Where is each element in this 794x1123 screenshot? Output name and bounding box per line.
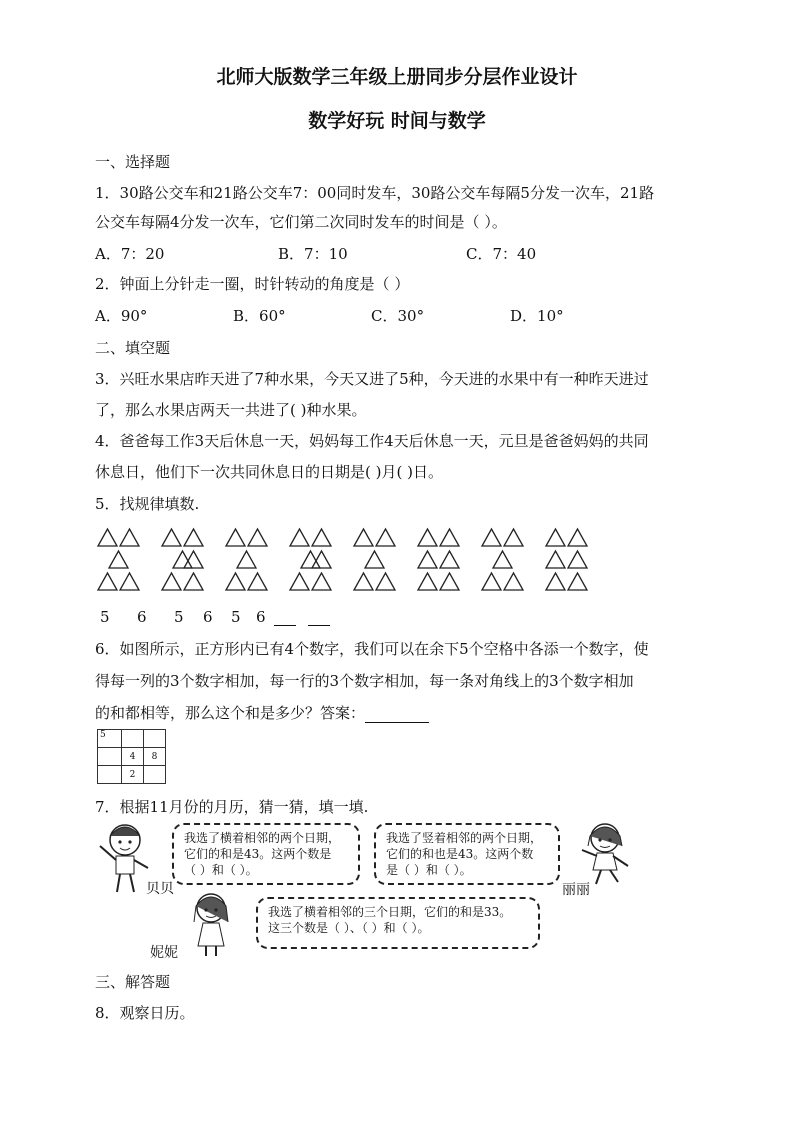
q1-option-a: A．7：20: [95, 245, 165, 263]
q2-option-c: C．30°: [371, 307, 425, 325]
triangle-shape: [354, 529, 373, 546]
triangle-shape: [354, 573, 373, 590]
triangle-shape: [237, 551, 256, 568]
triangle-shape: [440, 529, 459, 546]
triangle-shape: [568, 551, 587, 568]
triangle-shape: [162, 529, 181, 546]
q5-sequence: [100, 608, 330, 626]
grid-cell: 8: [144, 748, 166, 766]
triangle-group: [418, 529, 459, 590]
q2-line1: 2．钟面上分针走一圈，时针转动的角度是（ ）: [95, 275, 410, 293]
triangle-shape: [109, 551, 128, 568]
speech-bubble-lili: [374, 823, 560, 885]
bubble-line: （ ）和（ ）。: [184, 863, 258, 877]
triangle-shape: [504, 529, 523, 546]
triangle-shape: [312, 529, 331, 546]
q2-option-b: B．60°: [233, 307, 286, 325]
name-lili: 丽丽: [562, 882, 590, 898]
triangle-shape: [226, 529, 245, 546]
page-title: 北师大版数学三年级上册同步分层作业设计: [216, 66, 578, 88]
triangle-shape: [290, 573, 309, 590]
section-heading-solve: 三、解答题: [95, 973, 171, 991]
q5-line1: 5．找规律填数.: [95, 495, 200, 513]
sequence-number: 5: [231, 608, 241, 626]
triangle-shape: [482, 573, 501, 590]
q1-option-b: B．7：10: [278, 245, 348, 263]
q1-line2: 公交车每隔4分发一次车，它们第二次同时发车的时间是（ ）。: [95, 213, 507, 231]
grid-cell: [98, 766, 122, 784]
q2-option-d: D．10°: [510, 307, 564, 325]
bubble-line: 我选了横着相邻的两个日期，: [184, 831, 341, 845]
q4-line2: 休息日，他们下一次共同休息日的日期是( )月( )日。: [95, 463, 443, 481]
triangle-group: [226, 529, 267, 590]
triangle-shape: [376, 529, 395, 546]
q3-line2: 了，那么水果店两天一共进了( )种水果。: [95, 401, 367, 419]
speech-bubble-beibei: [172, 823, 360, 885]
triangle-shape: [568, 529, 587, 546]
answer-blank[interactable]: [308, 611, 330, 626]
triangle-shape: [365, 551, 384, 568]
girl-lili-illustration: [570, 816, 640, 886]
grid-cell: 2: [122, 766, 144, 784]
triangle-shape: [226, 573, 245, 590]
triangle-shape: [440, 551, 459, 568]
triangle-shape: [184, 573, 203, 590]
triangle-group: [98, 529, 139, 590]
bubble-line: 我选了竖着相邻的两个日期，: [386, 831, 543, 845]
sequence-number: 6: [203, 608, 213, 626]
magic-square-grid: [97, 729, 166, 784]
triangle-shape: [482, 529, 501, 546]
grid-cell: [122, 730, 144, 748]
triangle-shape: [184, 529, 203, 546]
sequence-number: 6: [256, 608, 266, 626]
triangle-shape: [418, 529, 437, 546]
triangle-shape: [376, 573, 395, 590]
triangle-shape: [98, 573, 117, 590]
grid-cell: [98, 748, 122, 766]
triangle-group: [162, 529, 203, 590]
q6-line3-text: 的和都相等，那么这个和是多少？答案：: [95, 704, 366, 722]
bubble-line: 它们的和是43。这两个数是: [184, 847, 332, 861]
triangle-shape: [290, 529, 309, 546]
bubble-line: 是（ ）和（ ）。: [386, 863, 472, 877]
triangle-shape: [162, 573, 181, 590]
triangle-shape: [120, 529, 139, 546]
triangle-shape: [120, 573, 139, 590]
triangle-shape: [312, 573, 331, 590]
q8-line1: 8．观察日历。: [95, 1004, 195, 1022]
q7-line1: 7．根据11月份的月历，猜一猜，填一填.: [95, 798, 369, 816]
section-heading-choice: 一、选择题: [95, 153, 171, 171]
triangle-group: [290, 529, 331, 590]
grid-cell: [144, 730, 166, 748]
grid-cell: 4: [122, 748, 144, 766]
q3-line1: 3．兴旺水果店昨天进了7种水果，今天又进了5种，今天进的水果中有一种昨天进过: [95, 370, 649, 388]
triangle-pattern-figure: [90, 525, 600, 595]
triangle-shape: [248, 573, 267, 590]
q4-line1: 4．爸爸每工作3天后休息一天，妈妈每工作4天后休息一天，元旦是爸爸妈妈的共同: [95, 432, 649, 450]
page-subtitle: 数学好玩 时间与数学: [308, 110, 486, 132]
triangle-group: [482, 529, 523, 590]
girl-nini-illustration: [186, 888, 236, 958]
bubble-line: 我选了横着相邻的三个日期，它们的和是33。: [268, 905, 512, 919]
triangle-shape: [546, 573, 565, 590]
grid-cell: 5: [98, 730, 122, 748]
answer-blank[interactable]: [274, 611, 296, 626]
triangle-shape: [418, 573, 437, 590]
q6-line2: 得每一列的3个数字相加，每一行的3个数字相加，每一条对角线上的3个数字相加: [95, 672, 634, 690]
sequence-number: 5: [100, 608, 110, 626]
q2-option-a: A．90°: [95, 307, 148, 325]
sequence-number: 5: [174, 608, 184, 626]
triangle-group: [546, 529, 587, 590]
speech-bubble-nini: [256, 897, 540, 949]
q1-line1: 1．30路公交车和21路公交车7：00同时发车，30路公交车每隔5分发一次车，21路: [95, 184, 655, 202]
q6-line1: 6．如图所示，正方形内已有4个数字，我们可以在余下5个空格中各添一个数字，使: [95, 640, 649, 658]
bubble-line: 这三个数是（ ）、（ ）和（ ）。: [268, 921, 430, 935]
triangle-shape: [546, 551, 565, 568]
name-beibei: 贝贝: [146, 881, 174, 897]
triangle-shape: [568, 573, 587, 590]
triangle-shape: [248, 529, 267, 546]
q6-answer-blank[interactable]: [365, 708, 429, 723]
bubble-line: 它们的和也是43。这两个数: [386, 847, 534, 861]
q1-option-c: C．7：40: [466, 245, 537, 263]
sequence-number: 6: [137, 608, 147, 626]
triangle-shape: [98, 529, 117, 546]
triangle-shape: [418, 551, 437, 568]
section-heading-fill: 二、填空题: [95, 339, 171, 357]
q6-line3: [95, 703, 429, 723]
grid-cell: [144, 766, 166, 784]
triangle-shape: [504, 573, 523, 590]
triangle-shape: [440, 573, 459, 590]
triangle-shape: [546, 529, 565, 546]
triangle-group: [354, 529, 395, 590]
name-nini: 妮妮: [150, 945, 178, 961]
triangle-shape: [493, 551, 512, 568]
